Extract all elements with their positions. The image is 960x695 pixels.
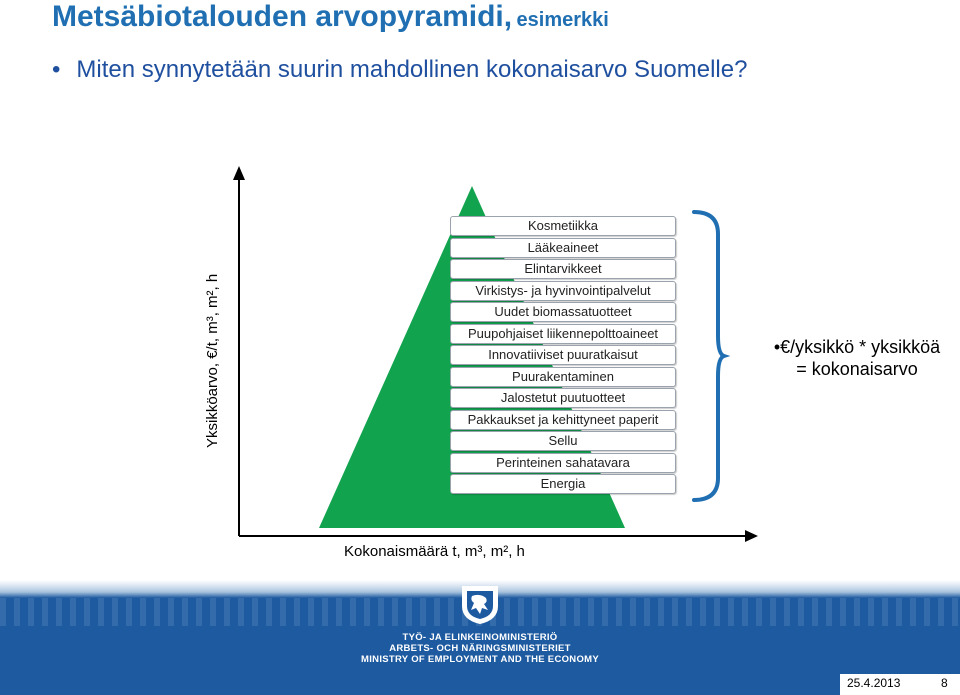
formula-line-2: = kokonaisarvo [796, 359, 918, 379]
ministry-name-fi: TYÖ- JA ELINKEINOMINISTERIÖ [402, 632, 558, 643]
y-axis-label-wrap [204, 273, 221, 458]
pyramid-level: Puupohjaiset liikennepolttoaineet [450, 324, 676, 344]
pyramid-level: Elintarvikkeet [450, 259, 676, 279]
pyramid-level: Uudet biomassatuotteet [450, 302, 676, 322]
pyramid-level: Jalostetut puutuotteet [450, 388, 676, 408]
pyramid-level: Energia [450, 474, 676, 494]
pyramid-level: Virkistys- ja hyvinvointipalvelut [450, 281, 676, 301]
x-axis-arrow-icon [745, 530, 758, 542]
pyramid-levels [450, 216, 676, 496]
title-subtitle: esimerkki [516, 9, 609, 31]
slide-date: 25.4.2013 [847, 676, 901, 690]
y-axis-label: Yksikköarvo, €/t, m³, m², h [204, 273, 221, 448]
pyramid-level: Perinteinen sahatavara [450, 453, 676, 473]
title-main: Metsäbiotalouden arvopyramidi, [52, 0, 513, 33]
page-number: 8 [941, 676, 948, 690]
question-text: Miten synnytetään suurin mahdollinen kokonaisarvo Suomelle? [76, 56, 748, 83]
formula-bullet-icon: • [773, 337, 781, 357]
ministry-name-en: MINISTRY OF EMPLOYMENT AND THE ECONOMY [361, 654, 599, 665]
pyramid-level: Sellu [450, 431, 676, 451]
formula-line-1: •€/yksikkö * yksikköä [773, 337, 941, 357]
bracket-icon [690, 208, 730, 504]
y-axis-arrow-icon [233, 166, 245, 180]
pyramid-level: Kosmetiikka [450, 216, 676, 236]
x-axis-label: Kokonaismäärä t, m³, m², h [344, 543, 525, 560]
finnish-lion-crest-icon [458, 582, 502, 626]
pyramid-level: Pakkaukset ja kehittyneet paperit [450, 410, 676, 430]
ministry-name [0, 632, 960, 665]
pyramid-level: Innovatiiviset puuratkaisut [450, 345, 676, 365]
bullet-dot-icon: • [52, 56, 61, 83]
pyramid-level: Lääkeaineet [450, 238, 676, 258]
formula-text [757, 336, 957, 380]
ministry-name-sv: ARBETS- OCH NÄRINGSMINISTERIET [389, 643, 571, 654]
pyramid-level: Puurakentaminen [450, 367, 676, 387]
